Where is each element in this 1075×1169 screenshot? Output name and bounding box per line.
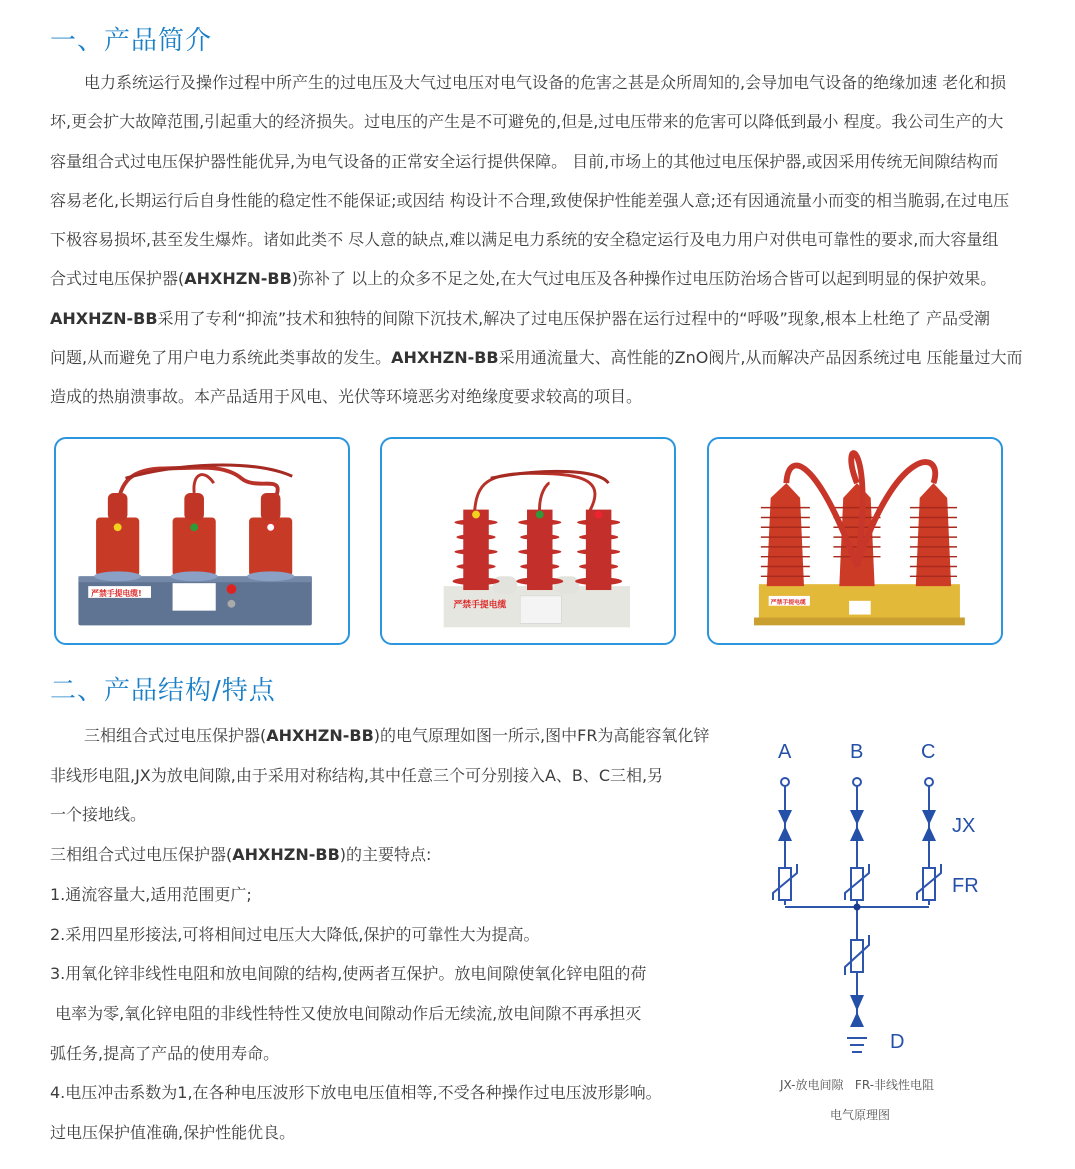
text: 合式过电压保护器( bbox=[50, 269, 185, 289]
product-photo-2 bbox=[380, 437, 676, 645]
text: 三相组合式过电压保护器( bbox=[84, 726, 267, 745]
section-title-product-intro: 一、产品简介 bbox=[50, 26, 213, 56]
surge-protector-image bbox=[709, 439, 1001, 643]
intro-line bbox=[50, 299, 1032, 338]
section-title-structure-features: 二、产品结构/特点 bbox=[50, 676, 276, 706]
intro-line: 坏,更会扩大故障范围,引起重大的经济损失。过电压的产生是不可避免的,但是,过电压带来的危害可以降低到最小 程度。我公司生产的大 bbox=[50, 112, 1004, 132]
warning-label: 严禁手提电缆! bbox=[91, 588, 142, 598]
text-line bbox=[50, 835, 720, 875]
text: 采用通流量大、高性能的ZnO阀片,从而解决产品因系统过电 压能量过大而 bbox=[498, 348, 1023, 368]
phase-label-a: A bbox=[778, 741, 792, 763]
text-line: 非线形电阻,JX为放电间隙,由于采用对称结构,其中任意三个可分别接入A、B、C三相,另 bbox=[50, 765, 664, 785]
features-text bbox=[50, 716, 720, 1153]
circuit-diagram bbox=[760, 735, 1020, 1135]
text: 三相组合式过电压保护器( bbox=[50, 845, 233, 865]
phase-label-b: B bbox=[850, 741, 864, 763]
feature-item: 弧任务,提高了产品的使用寿命。 bbox=[50, 1043, 280, 1063]
intro-line bbox=[50, 338, 1032, 377]
intro-line: 容量组合式过电压保护器性能优异,为电气设备的正常安全运行提供保障。 目前,市场上的其他过电压保护器,或因采用传统无间隙结构而 bbox=[50, 151, 999, 171]
feature-item: 4.电压冲击系数为1,在各种电压波形下放电电压值相等,不受各种操作过电压波形影响。 bbox=[50, 1083, 662, 1103]
model-number: AHXHZN-BB bbox=[391, 348, 499, 368]
surge-protector-image bbox=[382, 439, 674, 643]
feature-item: 电率为零,氧化锌电阻的非线性特性又使放电间隙动作后无续流,放电间隙不再承担灭 bbox=[50, 1003, 642, 1023]
warning-label: 严禁手提电缆 bbox=[453, 600, 507, 611]
intro-line: 下极容易损坏,甚至发生爆炸。诸如此类不 尽人意的缺点,难以满足电力系统的安全稳定运行及电力用户对供电可靠性的要求,而大容量组 bbox=[50, 230, 999, 250]
product-photo-3 bbox=[707, 437, 1003, 645]
schematic-icon bbox=[760, 735, 1020, 1075]
intro-line: 造成的热崩溃事故。本产品适用于风电、光伏等环境恶劣对绝缘度要求较高的项目。 bbox=[50, 387, 643, 407]
text: )的主要特点: bbox=[339, 845, 432, 865]
diagram-caption: 电气原理图 bbox=[830, 1108, 891, 1122]
feature-item: 过电压保护值准确,保护性能优良。 bbox=[50, 1123, 296, 1143]
text: )的电气原理如图一所示,图中FR为高能容氧化锌 bbox=[373, 726, 710, 745]
fr-label: FR bbox=[952, 875, 979, 897]
phase-label-c: C bbox=[921, 741, 936, 763]
intro-paragraph bbox=[50, 63, 1032, 417]
product-photo-1 bbox=[54, 437, 350, 645]
feature-item: 3.用氧化锌非线性电阻和放电间隙的结构,使两者互保护。放电间隙使氧化锌电阻的荷 bbox=[50, 964, 647, 984]
diagram-legend: JX-放电间隙 FR-非线性电阻 bbox=[780, 1078, 935, 1092]
text: 问题,从而避免了用户电力系统此类事故的发生。 bbox=[50, 348, 392, 368]
model-number: AHXHZN-BB bbox=[50, 308, 158, 328]
text-line bbox=[50, 716, 720, 756]
intro-line bbox=[50, 259, 1032, 298]
product-photo-gallery bbox=[54, 437, 1004, 645]
intro-line: 容易老化,长期运行后自身性能的稳定性不能保证;或因结 构设计不合理,致使保护性能差强人意;还有因通流量小而变的相当脆弱,在过电压 bbox=[50, 190, 1010, 210]
model-number: AHXHZN-BB bbox=[232, 845, 340, 865]
model-number: AHXHZN-BB bbox=[184, 269, 292, 289]
ground-label: D bbox=[890, 1031, 905, 1053]
warning-label: 严禁手提电缆 bbox=[770, 599, 806, 606]
text: )弥补了 以上的众多不足之处,在大气过电压及各种操作过电压防治场合皆可以起到明显的保护效果。 bbox=[291, 269, 997, 289]
model-number: AHXHZN-BB bbox=[266, 726, 374, 745]
feature-item: 1.通流容量大,适用范围更广; bbox=[50, 884, 252, 904]
intro-line: 电力系统运行及操作过程中所产生的过电压及大气过电压对电气设备的危害之甚是众所周知的,会导加电气设备的绝缘加速 老化和损 bbox=[84, 73, 1007, 92]
jx-label: JX bbox=[952, 815, 976, 837]
text: 采用了专利“抑流”技术和独特的间隙下沉技术,解决了过电压保护器在运行过程中的“呼吸”现象,根本上杜绝了 产品受潮 bbox=[157, 308, 990, 328]
text-line: 一个接地线。 bbox=[50, 805, 147, 825]
surge-protector-image bbox=[56, 439, 348, 643]
feature-item: 2.采用四星形接法,可将相间过电压大大降低,保护的可靠性大为提高。 bbox=[50, 924, 540, 944]
